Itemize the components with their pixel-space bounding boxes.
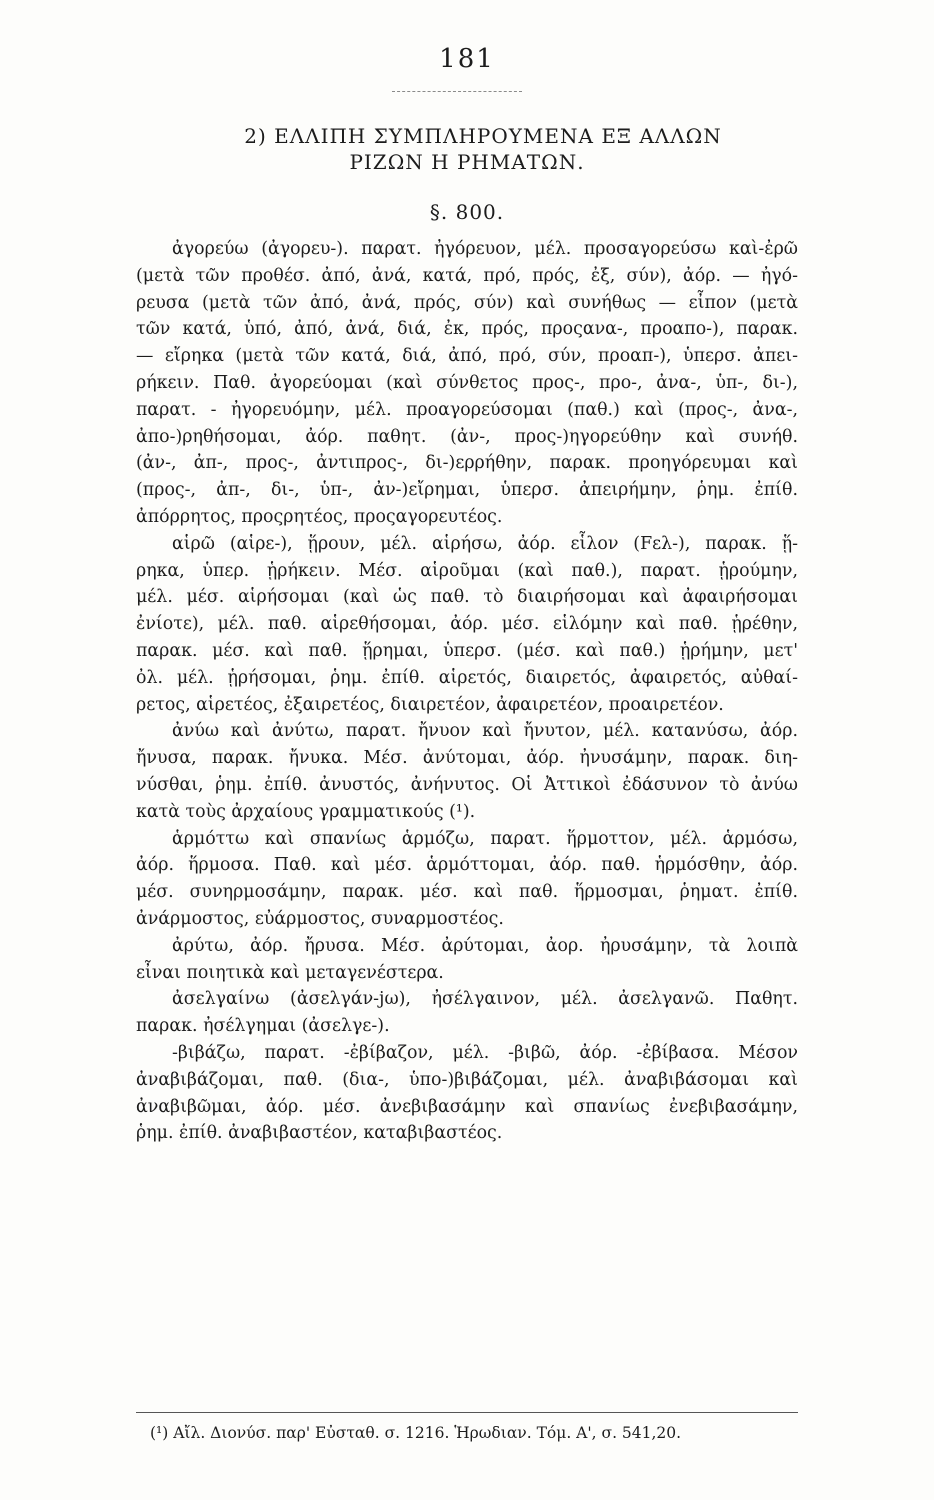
text-line: ἀνύω καὶ ἀνύτω, παρατ. ἤνυον καὶ ἤνυτον, μέλ. κατανύσω, ἀόρ. — [172, 721, 798, 742]
text-line: (προς-, ἀπ-, δι-, ὑπ-, ἀν-)εἴρημαι, ὑπερσ. ἀπειρήμην, ῥημ. ἐπίθ. — [136, 480, 798, 501]
chapter-heading-line-1: 2) ΕΛΛΙΠΗ ΣΥΜΠΛΗΡΟΥΜΕΝΑ ΕΞ ΑΛΛΩΝ — [244, 124, 722, 148]
text-line: — εἴρηκα (μετὰ τῶν κατά, διά, ἀπό, πρό, σύν, προαπ-), ὑπερσ. ἀπει- — [136, 346, 798, 367]
text-line: νύσθαι, ῥημ. ἐπίθ. ἀνυστός, ἀνήνυτος. Οἱ Ἀττικοὶ ἐδάσυνον τὸ ἀνύω — [136, 774, 798, 795]
text-line: ρευσα (μετὰ τῶν ἀπό, ἀνά, πρός, σύν) καὶ συνήθως — εἶπον (μετὰ — [136, 292, 798, 313]
text-line: ῥημ. ἐπίθ. ἀναβιβαστέον, καταβιβαστέος. — [136, 1123, 503, 1144]
footnote-divider — [136, 1412, 798, 1413]
text-line: (μετὰ τῶν προθέσ. ἀπό, ἀνά, κατά, πρό, πρός, ἐξ, σύν), ἀόρ. — ἠγό- — [136, 265, 798, 286]
text-line: κατὰ τοὺς ἀρχαίους γραμματικούς (¹). — [136, 801, 476, 822]
text-line: ἀσελγαίνω (ἀσελγάν-jω), ἠσέλγαινον, μέλ. ἀσελγανῶ. Παθητ. — [172, 989, 798, 1010]
page-number: 181 — [439, 44, 495, 74]
text-line: ἤνυσα, παρακ. ἤνυκα. Μέσ. ἀνύτομαι, ἀόρ. ἠνυσάμην, παρακ. διη- — [136, 748, 798, 769]
footnote: (¹) Αἴλ. Διονύσ. παρ' Εὐσταθ. σ. 1216. Ἡρωδιαν. Τόμ. Α', σ. 541,20. — [150, 1424, 682, 1442]
chapter-heading-line-2: ΡΙΖΩΝ Η ΡΗΜΑΤΩΝ. — [349, 150, 585, 174]
text-line: (ἀν-, ἀπ-, προς-, ἀντιπρος-, δι-)ερρήθην, παρακ. προηγόρευμαι καὶ — [136, 453, 798, 474]
text-line: μέλ. μέσ. αἱρήσομαι (καὶ ὡς παθ. τὸ διαιρήσομαι καὶ ἀφαιρήσομαι — [136, 587, 798, 608]
page-number-ornament — [392, 88, 522, 92]
text-line: ὀλ. μέλ. ᾑρήσομαι, ῥημ. ἐπίθ. αἱρετός, διαιρετός, ἀφαιρετός, αὐθαί- — [136, 667, 798, 688]
text-line: παρακ. ἠσέλγημαι (ἀσελγε-). — [136, 1016, 390, 1037]
text-line: τῶν κατά, ὑπό, ἀπό, ἀνά, διά, ἐκ, πρός, προςανα-, προαπο-), παρακ. — [136, 319, 798, 340]
text-line: -βιβάζω, παρατ. -ἐβίβαζον, μέλ. -βιβῶ, ἀόρ. -ἐβίβασα. Μέσον — [172, 1042, 798, 1063]
text-line: ἀπο-)ρηθήσομαι, ἀόρ. παθητ. (ἀν-, προς-)ηγορεύθην καὶ συνήθ. — [136, 426, 798, 447]
text-line: ρετος, αἱρετέος, ἐξαιρετέος, διαιρετέον, ἀφαιρετέον, προαιρετέον. — [136, 694, 724, 715]
text-line: παρακ. μέσ. καὶ παθ. ᾕρημαι, ὑπερσ. (μέσ. καὶ παθ.) ᾑρήμην, μετ' — [136, 640, 798, 661]
text-line: εἶναι ποιητικὰ καὶ μεταγενέστερα. — [136, 962, 444, 983]
text-line: αἱρῶ (αἱρε-), ᾕρουν, μέλ. αἱρήσω, ἀόρ. εἷλον (Fελ-), παρακ. ᾕ- — [172, 533, 798, 554]
body-text — [136, 236, 798, 1147]
text-line: ἀναβιβάζομαι, παθ. (δια-, ὑπο-)βιβάζομαι, μέλ. ἀναβιβάσομαι καὶ — [136, 1069, 798, 1090]
text-line: ἀρύτω, ἀόρ. ἤρυσα. Μέσ. ἀρύτομαι, ἀορ. ἠρυσάμην, τὰ λοιπὰ — [172, 935, 798, 956]
text-line: ἀόρ. ἥρμοσα. Παθ. καὶ μέσ. ἁρμόττομαι, ἀόρ. παθ. ἡρμόσθην, ἀόρ. — [136, 855, 798, 876]
text-line: ἀναβιβῶμαι, ἀόρ. μέσ. ἀνεβιβασάμην καὶ σπανίως ἐνεβιβασάμην, — [136, 1096, 798, 1117]
text-line: ἀνάρμοστος, εὐάρμοστος, συναρμοστέος. — [136, 908, 504, 929]
text-line: ἁρμόττω καὶ σπανίως ἁρμόζω, παρατ. ἥρμοττον, μέλ. ἁρμόσω, — [172, 828, 798, 849]
text-line: ἀπόρρητος, προςρητέος, προςαγορευτέος. — [136, 506, 503, 527]
text-line: ἐνίοτε), μέλ. παθ. αἱρεθήσομαι, ἀόρ. μέσ. εἱλόμην καὶ παθ. ᾑρέθην, — [136, 614, 798, 635]
text-line: μέσ. συνηρμοσάμην, παρακ. μέσ. καὶ παθ. ἥρμοσμαι, ῥηματ. ἐπίθ. — [136, 882, 798, 903]
text-line: ρηκα, ὑπερ. ᾑρήκειν. Μέσ. αἱροῦμαι (καὶ παθ.), παρατ. ᾑρούμην, — [136, 560, 798, 581]
text-line: ρήκειν. Παθ. ἀγορεύομαι (καὶ σύνθετος προς-, προ-, ἀνα-, ὑπ-, δι-), — [136, 372, 798, 393]
text-line: ἀγορεύω (ἀγορευ-). παρατ. ἠγόρευον, μέλ. προσαγορεύσω καὶ-ἐρῶ — [172, 239, 798, 259]
text-line: παρατ. - ἠγορευόμην, μέλ. προαγορεύσομαι (παθ.) καὶ (προς-, ἀνα-, — [136, 399, 798, 420]
section-number: §. 800. — [429, 200, 505, 224]
